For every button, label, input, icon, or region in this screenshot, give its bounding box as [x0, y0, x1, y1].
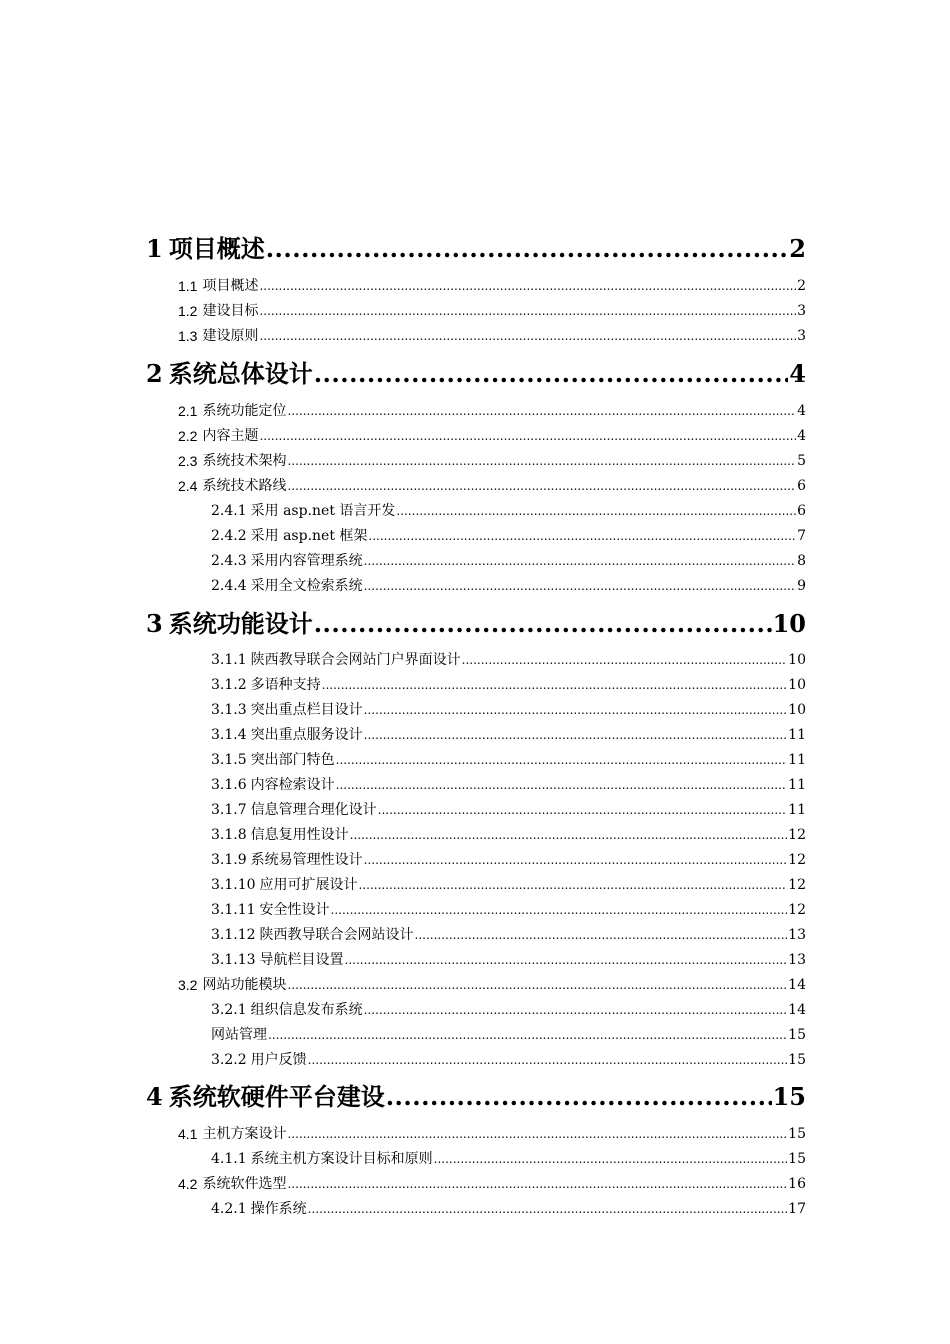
toc-page-number: 6: [797, 503, 806, 519]
toc-entry-3-2[interactable]: [178, 974, 806, 996]
toc-leader: [364, 699, 788, 721]
toc-entry-3-1-2[interactable]: [211, 674, 806, 696]
toc-page-number: 8: [797, 553, 806, 569]
toc-leader: [364, 849, 788, 871]
toc-page-number: 10: [788, 702, 806, 718]
toc-entry-3-1-6[interactable]: [211, 774, 806, 796]
toc-leader: [287, 475, 796, 497]
toc-title: 建设原则: [202, 328, 259, 344]
toc-leader: [345, 949, 788, 971]
toc-number: 4.2: [178, 1176, 198, 1192]
toc-title: 建设目标: [202, 303, 259, 319]
toc-page-number: 17: [788, 1201, 806, 1217]
toc-page-number: 13: [788, 952, 806, 968]
toc-number: 4.1.1: [211, 1151, 247, 1167]
toc-leader: [314, 607, 772, 641]
toc-number: 2.4.3: [211, 553, 247, 569]
toc-title: 主机方案设计: [202, 1126, 287, 1142]
toc-page-number: 6: [797, 478, 806, 494]
toc-page-number: 10: [788, 677, 806, 693]
toc-leader: [259, 325, 796, 347]
toc-leader: [434, 1148, 788, 1170]
toc-page-number: 12: [788, 852, 806, 868]
toc-number: 3.1.7: [211, 802, 247, 818]
toc-page-number: 15: [788, 1126, 806, 1142]
toc-number: 3.1.12: [211, 927, 256, 943]
toc-leader: [364, 575, 796, 597]
toc-leader: [386, 1080, 772, 1114]
toc-entry-3-1-4[interactable]: [211, 724, 806, 746]
toc-title: 采用 asp.net 语言开发: [250, 503, 396, 519]
toc-title: 系统技术路线: [202, 478, 287, 494]
toc-number: 1.1: [178, 278, 198, 294]
toc-page-number: 15: [788, 1052, 806, 1068]
toc-page-number: 2: [797, 278, 806, 294]
toc-number: 2.2: [178, 428, 198, 444]
toc-leader: [415, 924, 788, 946]
toc-leader: [287, 1173, 787, 1195]
toc-leader: [259, 275, 796, 297]
toc-entry-3-1-10[interactable]: [211, 874, 806, 896]
toc-entry-2-4-1[interactable]: [211, 500, 806, 522]
toc-leader: [308, 1049, 788, 1071]
toc-page-number: 14: [788, 1002, 806, 1018]
toc-page-number: 12: [788, 877, 806, 893]
toc-number: 3: [146, 609, 163, 638]
toc-number: 3.1.3: [211, 702, 247, 718]
toc-leader: [364, 550, 796, 572]
toc-entry-1-2[interactable]: [178, 300, 806, 322]
toc-leader: [396, 500, 796, 522]
toc-number: 2: [146, 359, 163, 388]
toc-number: 3.1.11: [211, 902, 256, 918]
toc-number: 3.1.13: [211, 952, 256, 968]
toc-entry-3-1-12[interactable]: [211, 924, 806, 946]
toc-title: 突出部门特色: [250, 752, 335, 768]
toc-page-number: 15: [788, 1027, 806, 1043]
toc-number: 4: [146, 1082, 163, 1111]
toc-number: 3.1.4: [211, 727, 247, 743]
toc-title: 网站功能模块: [202, 977, 287, 993]
toc-leader: [287, 400, 796, 422]
toc-entry-1-1[interactable]: [178, 275, 806, 297]
toc-page-number: 15: [772, 1082, 806, 1111]
toc-entry-2-3[interactable]: [178, 450, 806, 472]
toc-page-number: 4: [797, 428, 806, 444]
toc-title: 系统软件选型: [202, 1176, 287, 1192]
toc-heading-4[interactable]: [146, 1080, 806, 1114]
toc-page-number: 14: [788, 977, 806, 993]
toc-number: 4.1: [178, 1126, 198, 1142]
toc-number: 3.1.9: [211, 852, 247, 868]
toc-entry-3-1-13[interactable]: [211, 949, 806, 971]
toc-number: 2.1: [178, 403, 198, 419]
toc-entry-3-1-9[interactable]: [211, 849, 806, 871]
toc-title: 内容主题: [202, 428, 259, 444]
toc-entry-4-1[interactable]: [178, 1123, 806, 1145]
toc-title: 系统功能设计: [168, 609, 313, 638]
toc-title: 突出重点栏目设计: [250, 702, 363, 718]
toc-number: 4.2.1: [211, 1201, 247, 1217]
toc-title: 项目概述: [202, 278, 259, 294]
toc-title: 项目概述: [168, 234, 265, 263]
toc-title: 操作系统: [250, 1201, 307, 1217]
toc-leader: [368, 525, 796, 547]
toc-entry-2-4-3[interactable]: [211, 550, 806, 572]
toc-number: 3.1.8: [211, 827, 247, 843]
toc-leader: [266, 232, 789, 266]
toc-number: 2.4.1: [211, 503, 247, 519]
toc-title: 采用内容管理系统: [250, 553, 363, 569]
toc-title: 内容检索设计: [250, 777, 335, 793]
toc-page-number: 4: [789, 359, 806, 388]
toc-title: 系统技术架构: [202, 453, 287, 469]
toc-leader: [331, 899, 788, 921]
toc-entry-2-4-4[interactable]: [211, 575, 806, 597]
toc-title: 信息复用性设计: [250, 827, 349, 843]
toc-title: 陕西教导联合会网站门户界面设计: [250, 652, 461, 668]
toc-entry-3-2-2[interactable]: [211, 1049, 806, 1071]
toc-title: 信息管理合理化设计: [250, 802, 377, 818]
toc-leader: [259, 425, 796, 447]
toc-leader: [462, 649, 788, 671]
toc-page-number: 3: [797, 303, 806, 319]
toc-title: 系统总体设计: [168, 359, 313, 388]
toc-entry-3-1-1[interactable]: [211, 649, 806, 671]
toc-leader: [336, 774, 788, 796]
toc-title: 突出重点服务设计: [250, 727, 363, 743]
toc-entry-2-4-2[interactable]: [211, 525, 806, 547]
toc-page-number: 10: [788, 652, 806, 668]
toc-page-number: 11: [788, 777, 806, 793]
toc-page-number: 12: [788, 902, 806, 918]
toc-leader: [336, 749, 788, 771]
toc-title: 系统易管理性设计: [250, 852, 363, 868]
toc-number: 3.1.1: [211, 652, 247, 668]
toc-title: 安全性设计: [259, 902, 330, 918]
toc-entry-3-1-8[interactable]: [211, 824, 806, 846]
toc-title: 系统功能定位: [202, 403, 287, 419]
toc-title: 导航栏目设置: [259, 952, 344, 968]
toc-page-number: 11: [788, 727, 806, 743]
toc-entry-4-2[interactable]: [178, 1173, 806, 1195]
toc-page-number: 7: [797, 528, 806, 544]
toc-entry-3-1-11[interactable]: [211, 899, 806, 921]
toc-entry-1-3[interactable]: [178, 325, 806, 347]
toc-entry-2-2[interactable]: [178, 425, 806, 447]
toc-entry-4-1-1[interactable]: [211, 1148, 806, 1170]
toc-leader: [322, 674, 788, 696]
toc-leader: [287, 974, 787, 996]
toc-number: 3.1.10: [211, 877, 256, 893]
toc-leader: [268, 1024, 787, 1046]
toc-leader: [259, 300, 796, 322]
toc-page-number: 11: [788, 752, 806, 768]
toc-title: 采用 asp.net 框架: [250, 528, 368, 544]
toc-page-number: 11: [788, 802, 806, 818]
toc-title: 多语种支持: [250, 677, 321, 693]
toc-heading-2[interactable]: [146, 357, 806, 391]
toc-entry-website-management[interactable]: [211, 1024, 806, 1046]
toc-page-number: 2: [789, 234, 806, 263]
toc-entry-3-1-5[interactable]: [211, 749, 806, 771]
toc-entry-2-4[interactable]: [178, 475, 806, 497]
toc-title: 采用全文检索系统: [250, 578, 363, 594]
toc-leader: [350, 824, 788, 846]
toc-entry-3-2-1[interactable]: [211, 999, 806, 1021]
toc-leader: [364, 724, 788, 746]
toc-entry-2-1[interactable]: [178, 400, 806, 422]
toc-heading-3[interactable]: [146, 607, 806, 641]
toc-entry-4-2-1[interactable]: [211, 1198, 806, 1220]
toc-page-number: 10: [772, 609, 806, 638]
toc-entry-3-1-3[interactable]: [211, 699, 806, 721]
toc-title: 用户反馈: [250, 1052, 307, 1068]
toc-page-number: 12: [788, 827, 806, 843]
toc-number: 3.2: [178, 977, 198, 993]
toc-entry-3-1-7[interactable]: [211, 799, 806, 821]
toc-number: 2.4.2: [211, 528, 247, 544]
toc-number: 1.3: [178, 328, 198, 344]
toc-page-number: 5: [797, 453, 806, 469]
toc-title: 组织信息发布系统: [250, 1002, 363, 1018]
toc-leader: [314, 357, 789, 391]
toc-number: 1: [146, 234, 163, 263]
toc-number: 1.2: [178, 303, 198, 319]
toc-title: 系统主机方案设计目标和原则: [250, 1151, 433, 1167]
toc-title: 应用可扩展设计: [259, 877, 358, 893]
toc-leader: [364, 999, 788, 1021]
toc-number: 3.2.2: [211, 1052, 247, 1068]
toc-leader: [287, 450, 796, 472]
toc-page-number: 13: [788, 927, 806, 943]
toc-heading-1[interactable]: [146, 232, 806, 266]
toc-page-number: 9: [797, 578, 806, 594]
toc-number: 3.1.2: [211, 677, 247, 693]
toc-number: 3.1.5: [211, 752, 247, 768]
toc-title: 网站管理: [211, 1027, 267, 1043]
toc-number: 3.1.6: [211, 777, 247, 793]
toc-leader: [359, 874, 788, 896]
toc-number: 3.2.1: [211, 1002, 247, 1018]
toc-title: 系统软硬件平台建设: [168, 1082, 385, 1111]
toc-leader: [378, 799, 788, 821]
toc-page-number: 16: [788, 1176, 806, 1192]
toc-number: 2.4: [178, 478, 198, 494]
toc-page-number: 4: [797, 403, 806, 419]
toc-title: 陕西教导联合会网站设计: [259, 927, 414, 943]
toc-page-number: 3: [797, 328, 806, 344]
toc-leader: [308, 1198, 788, 1220]
toc-leader: [287, 1123, 787, 1145]
toc-number: 2.4.4: [211, 578, 247, 594]
toc-page-number: 15: [788, 1151, 806, 1167]
toc-number: 2.3: [178, 453, 198, 469]
